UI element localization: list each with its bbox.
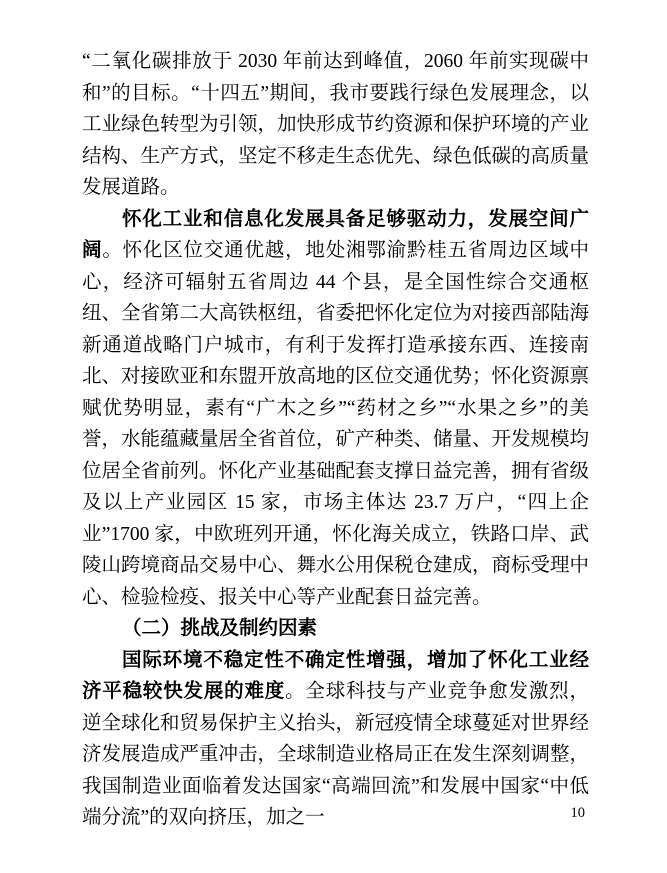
paragraph-huaihua-advantages xyxy=(82,204,589,614)
section-heading-text: （二）挑战及制约因素 xyxy=(122,617,318,639)
paragraph-lead-bold-text: 国际环境不稳定性不确定性增强，增加了怀化工业经济平稳较快发展的难度 xyxy=(82,648,589,702)
paragraph-text: 。全球科技与产业竞争愈发激烈，逆全球化和贸易保护主义抬头，新冠疫情全球蔓延对世界经济发展造成严重冲击，全球制造业格局正在发生深刻调整，我国制造业面临着发达国家“高端回流”和发展中国家“中低端分流”的双向挤压，加之一 xyxy=(82,681,590,828)
page-number: 10 xyxy=(570,805,585,821)
paragraph-carbon-goals xyxy=(82,46,589,204)
paragraph-text: “二氧化碳排放于 2030 年前达到峰值，2060 年前实现碳中和”的目标。“十四五”期间，我市要践行绿色发展理念，以工业绿色转型为引领，加快形成节约资源和保护环境的产业结构、生产方式，坚定不移走生态优先、绿色低碳的高质量发展道路。 xyxy=(82,51,590,198)
document-body xyxy=(82,46,589,834)
paragraph-lead-bold-text: 怀化工业和信息化发展具备足够驱动力，发展空间广阔 xyxy=(82,207,589,261)
paragraph-text: 。怀化区位交通优越，地处湘鄂渝黔桂五省周边区域中心，经济可辐射五省周边 44 个县，是全国性综合交通枢纽、全省第二大高铁枢纽，省委把怀化定位为对接西部陆海新通道战略门户城市，有利于发挥打造承接东西、连接南北、对接欧亚和东盟开放高地的区位交通优势；怀化资源禀赋优势明显，素有“广木之乡”“药材之乡”“水果之乡”的美誉，水能蕴藏量居全省首位，矿产种类、储量、开发规模均位居全省前列。怀化产业基础配套支撑日益完善，拥有省级及以上产业园区 15 家，市场主体达 23.7 万户，“四上企业”1700 家，中欧班列开通，怀化海关成立，铁路口岸、武陵山跨境商品交易中心、舞水公用保税仓建成，商标受理中心、检验检疫、报关中心等产业配套日益完善。 xyxy=(82,240,590,608)
section-heading-challenges xyxy=(82,613,589,645)
paragraph-international-environment xyxy=(82,645,589,834)
